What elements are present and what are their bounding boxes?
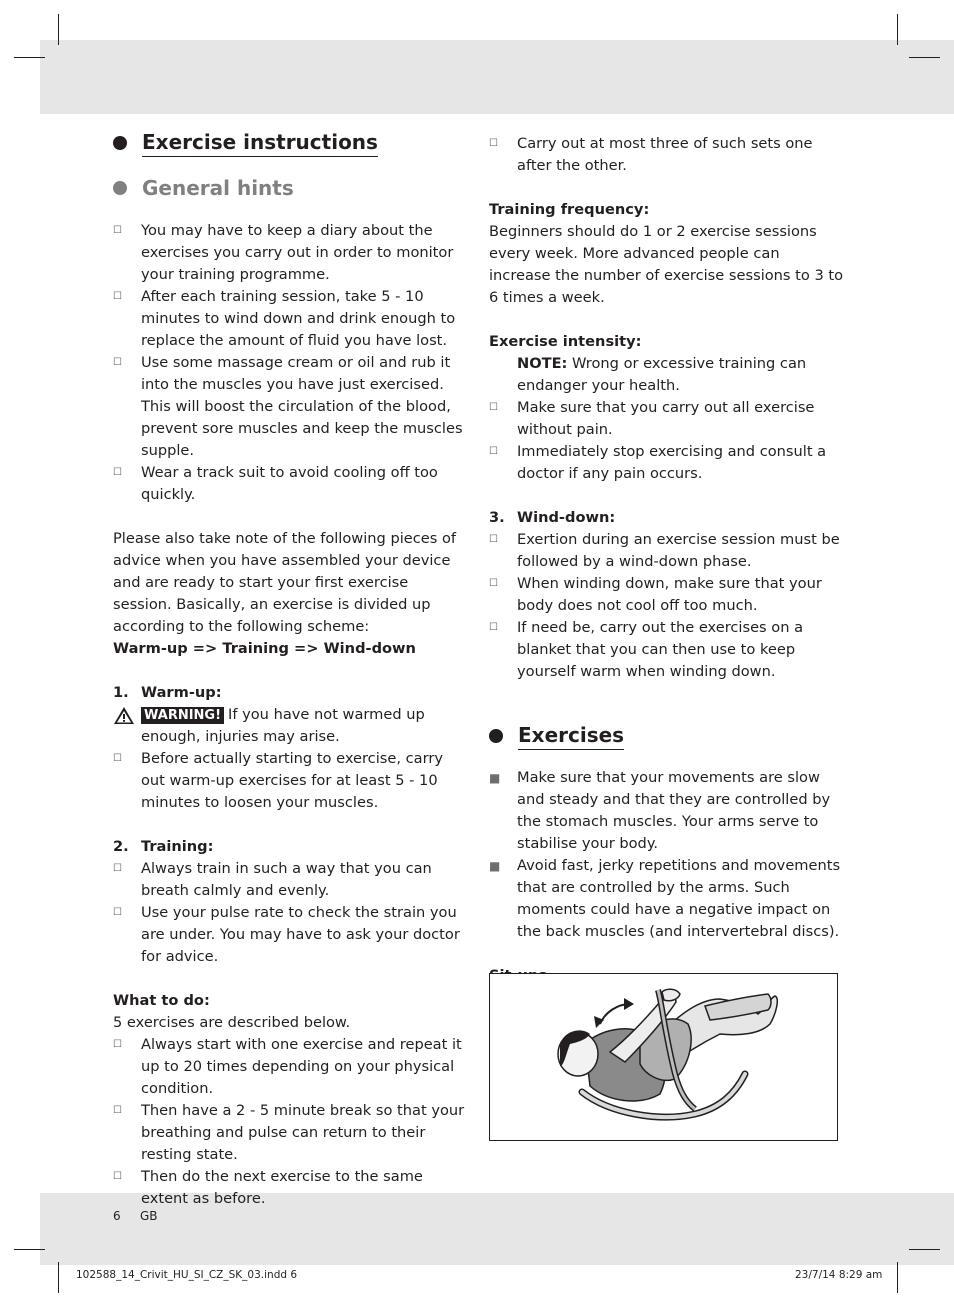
- print-slug-file: 102588_14_Crivit_HU_SI_CZ_SK_03.indd 6: [76, 1269, 298, 1281]
- warning-triangle-icon: [113, 706, 135, 725]
- bullet-dot-icon: [113, 181, 127, 195]
- training-frequency-heading: Training frequency:: [489, 201, 650, 218]
- square-outline-bullet-icon: ☐: [113, 467, 122, 478]
- square-outline-bullet-icon: ☐: [489, 138, 498, 149]
- training-heading: 2. Training:: [113, 838, 214, 855]
- square-outline-bullet-icon: ☐: [113, 1039, 122, 1050]
- crop-mark: [58, 14, 59, 45]
- list-item: ☐ Wear a track suit to avoid cooling off too quickly.: [113, 464, 438, 503]
- heading-text: Exercises: [518, 722, 624, 750]
- warning-text: If you have not warmed up enough, injuries may arise.: [141, 706, 425, 745]
- sit-ups-illustration: [489, 973, 838, 1141]
- note-paragraph: [489, 353, 845, 397]
- warning-notice: [113, 704, 469, 748]
- list-item: ☐ Immediately stop exercising and consult a doctor if any pain occurs.: [489, 443, 827, 482]
- square-outline-bullet-icon: ☐: [113, 1171, 122, 1182]
- list-item: ☐ Make sure that you carry out all exercise without pain.: [489, 399, 815, 438]
- warmup-heading: 1. Warm-up:: [113, 684, 222, 701]
- exercises-list: [489, 767, 845, 943]
- heading-text: Exercise instructions: [142, 129, 378, 157]
- list-item: ☐ After each training session, take 5 - 10 minutes to wind down and drink enough to replace the amount of fluid you have lost.: [113, 288, 456, 349]
- section-heading-exercises: [489, 721, 845, 751]
- advice-paragraph: Please also take note of the following pieces of advice when you have assembled your device and are ready to start your first exercise session. Basically, an exercise is divided up according to the following scheme:: [113, 530, 457, 635]
- square-filled-bullet-icon: ■: [489, 771, 501, 785]
- scheme-line: Warm-up => Training => Wind-down: [113, 640, 416, 657]
- crop-mark: [909, 57, 940, 58]
- wind-down-list: [489, 529, 845, 683]
- crop-mark: [897, 1262, 898, 1293]
- crop-mark: [897, 14, 898, 45]
- list-item: ☐ Use your pulse rate to check the strain you are under. You may have to ask your doctor for advice.: [113, 904, 460, 965]
- language-code: GB: [140, 1209, 158, 1223]
- list-item: ☐ Then do the next exercise to the same extent as before.: [113, 1168, 423, 1207]
- section-heading-general-hints: [113, 173, 469, 203]
- square-filled-bullet-icon: ■: [489, 859, 501, 873]
- square-outline-bullet-icon: ☐: [113, 863, 122, 874]
- page-number: 6: [113, 1209, 121, 1223]
- list-item: ☐ Always train in such a way that you can breath calmly and evenly.: [113, 860, 432, 899]
- list-item: ☐ You may have to keep a diary about the exercises you carry out in order to monitor your training programme.: [113, 222, 454, 283]
- what-to-do-list: [113, 1034, 469, 1210]
- list-item: ☐ Before actually starting to exercise, carry out warm-up exercises for at least 5 - 10 minutes to loosen your muscles.: [113, 750, 443, 811]
- note-text: Wrong or excessive training can endanger your health.: [517, 355, 807, 394]
- square-outline-bullet-icon: ☐: [113, 1105, 122, 1116]
- square-outline-bullet-icon: ☐: [489, 622, 498, 633]
- square-outline-bullet-icon: ☐: [489, 534, 498, 545]
- list-item: ☐ Always start with one exercise and repeat it up to 20 times depending on your physical condition.: [113, 1036, 462, 1097]
- warning-label: WARNING!: [141, 707, 224, 724]
- print-slug-date: 23/7/14 8:29 am: [795, 1269, 883, 1281]
- left-column: [113, 128, 469, 1210]
- right-column: [489, 133, 845, 987]
- exercise-intensity-heading: Exercise intensity:: [489, 333, 642, 350]
- square-outline-bullet-icon: ☐: [489, 446, 498, 457]
- sets-list: [489, 133, 845, 177]
- general-hints-list: [113, 220, 469, 506]
- bullet-dot-icon: [113, 136, 127, 150]
- square-outline-bullet-icon: ☐: [113, 907, 122, 918]
- crop-mark: [14, 57, 45, 58]
- training-list: [113, 858, 469, 968]
- square-outline-bullet-icon: ☐: [113, 225, 122, 236]
- crop-mark: [14, 1249, 45, 1250]
- list-item: ■ Make sure that your movements are slow and steady and that they are controlled by the stomach muscles. Your arms serve to stabilise your body.: [489, 769, 831, 852]
- what-to-do-intro: 5 exercises are described below.: [113, 1014, 351, 1031]
- list-item: ☐ Carry out at most three of such sets one after the other.: [489, 135, 813, 174]
- note-label: NOTE:: [517, 355, 568, 372]
- intensity-list: [489, 397, 845, 485]
- warmup-list: [113, 748, 469, 814]
- crop-mark: [909, 1249, 940, 1250]
- square-outline-bullet-icon: ☐: [489, 578, 498, 589]
- sit-up-figure-illustration: [490, 974, 836, 1139]
- crop-mark: [58, 1262, 59, 1293]
- header-band: [40, 40, 954, 114]
- list-item: ☐ Use some massage cream or oil and rub it into the muscles you have just exercised. This will boost the circulation of the blood, prevent sore muscles and keep the muscles supple.: [113, 354, 463, 459]
- what-to-do-heading: What to do:: [113, 992, 210, 1009]
- square-outline-bullet-icon: ☐: [489, 402, 498, 413]
- training-frequency-text: Beginners should do 1 or 2 exercise sessions every week. More advanced people can increase the number of exercise sessions to 3 to 6 times a week.: [489, 223, 844, 306]
- list-item: ☐ Then have a 2 - 5 minute break so that your breathing and pulse can return to their resting state.: [113, 1102, 465, 1163]
- list-item: ■ Avoid fast, jerky repetitions and movements that are controlled by the arms. Such moments could have a negative impact on the back muscles (and intervertebral discs).: [489, 857, 841, 940]
- heading-text: General hints: [142, 175, 294, 200]
- list-item: ☐ Exertion during an exercise session must be followed by a wind-down phase.: [489, 531, 840, 570]
- section-heading-exercise-instructions: [113, 128, 469, 158]
- wind-down-heading: 3. Wind-down:: [489, 509, 616, 526]
- list-item: ☐ If need be, carry out the exercises on a blanket that you can then use to keep yourself warm when winding down.: [489, 619, 804, 680]
- bullet-dot-icon: [489, 729, 503, 743]
- list-item: ☐ When winding down, make sure that your body does not cool off too much.: [489, 575, 822, 614]
- square-outline-bullet-icon: ☐: [113, 753, 122, 764]
- square-outline-bullet-icon: ☐: [113, 357, 122, 368]
- square-outline-bullet-icon: ☐: [113, 291, 122, 302]
